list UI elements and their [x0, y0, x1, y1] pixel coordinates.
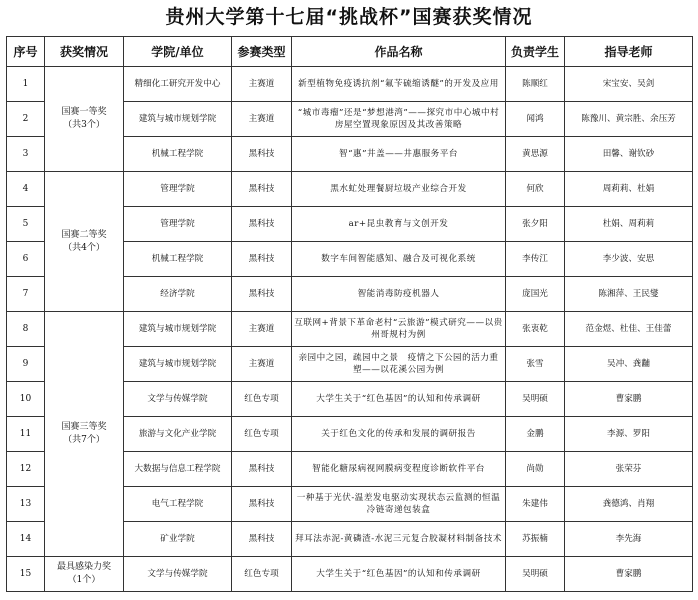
row-work: 大学生关于“红色基因”的认知和传承调研 — [292, 382, 506, 417]
row-track: 主赛道 — [232, 102, 292, 137]
row-track: 黑科技 — [232, 452, 292, 487]
row-no: 1 — [7, 67, 45, 102]
row-lead: 吴明硕 — [506, 382, 565, 417]
row-track: 黑科技 — [232, 277, 292, 312]
row-no: 2 — [7, 102, 45, 137]
table-row — [7, 172, 693, 207]
award-name: 国赛三等奖 — [61, 422, 107, 432]
award-count: （共7个） — [63, 435, 105, 445]
row-college: 文学与传媒学院 — [124, 382, 232, 417]
row-work: 大学生关于“红色基因”的认知和传承调研 — [292, 557, 506, 592]
row-college: 建筑与城市规划学院 — [124, 102, 232, 137]
page-title: 贵州大学第十七届“挑战杯”国赛获奖情况 — [165, 6, 533, 28]
row-work: 智能消毒防疫机器人 — [292, 277, 506, 312]
row-advisor: 陈豫川、黄宗胜、余压芳 — [565, 102, 693, 137]
header-award: 获奖情况 — [45, 37, 124, 67]
row-advisor: 陈湘萍、王民燮 — [565, 277, 693, 312]
row-advisor: 李先海 — [565, 522, 693, 557]
row-college: 建筑与城市规划学院 — [124, 347, 232, 382]
row-college: 管理学院 — [124, 172, 232, 207]
row-advisor: 张荣芬 — [565, 452, 693, 487]
row-college: 精细化工研究开发中心 — [124, 67, 232, 102]
row-work: 智“惠”井盖——井惠服务平台 — [292, 137, 506, 172]
row-lead: 吴明硕 — [506, 557, 565, 592]
row-no: 7 — [7, 277, 45, 312]
row-work: 互联网+背景下革命老村“云旅游”模式研究——以贵州哥规村为例 — [292, 312, 506, 347]
row-work: “城市毒瘤”还是“梦想港湾”——探究市中心城中村房屋空置现象原因及其改善策略 — [292, 102, 506, 137]
row-college: 文学与传媒学院 — [124, 557, 232, 592]
row-no: 9 — [7, 347, 45, 382]
header-lead: 负责学生 — [506, 37, 565, 67]
row-advisor: 周莉莉、杜娟 — [565, 172, 693, 207]
row-no: 3 — [7, 137, 45, 172]
award-count: （共3个） — [63, 120, 105, 130]
row-lead: 苏振楠 — [506, 522, 565, 557]
row-work: 亲园中之园，疏园中之景 疫情之下公园的活力重塑——以花溪公园为例 — [292, 347, 506, 382]
row-college: 管理学院 — [124, 207, 232, 242]
header-college: 学院/单位 — [124, 37, 232, 67]
header-no: 序号 — [7, 37, 45, 67]
row-college: 经济学院 — [124, 277, 232, 312]
row-no: 12 — [7, 452, 45, 487]
award-count: （共4个） — [63, 242, 105, 253]
row-lead: 李传江 — [506, 242, 565, 277]
row-advisor: 曹家鹏 — [565, 557, 693, 592]
row-work: 拜耳法赤泥-黄磷渣-水泥三元复合胶凝材料制备技术 — [292, 522, 506, 557]
row-advisor: 宋宝安、吴剑 — [565, 67, 693, 102]
row-advisor: 吴冲、龚黼 — [565, 347, 693, 382]
row-lead: 何欣 — [506, 172, 565, 207]
row-work: 新型植物免疫诱抗剂“氟苄硫缩诱醚”的开发及应用 — [292, 67, 506, 102]
row-lead: 金鹏 — [506, 417, 565, 452]
award-count: （1个） — [67, 575, 101, 585]
row-work: 黑水虻处理餐厨垃圾产业综合开发 — [292, 172, 506, 207]
row-college: 建筑与城市规划学院 — [124, 312, 232, 347]
row-lead: 尚勋 — [506, 452, 565, 487]
row-no: 15 — [7, 557, 45, 592]
row-no: 8 — [7, 312, 45, 347]
row-college: 旅游与文化产业学院 — [124, 417, 232, 452]
row-work: 关于红色文化的传承和发展的调研报告 — [292, 417, 506, 452]
row-college: 机械工程学院 — [124, 137, 232, 172]
awards-table — [6, 36, 693, 592]
row-lead: 张夕阳 — [506, 207, 565, 242]
row-lead: 张衷乾 — [506, 312, 565, 347]
row-track: 黑科技 — [232, 207, 292, 242]
row-no: 6 — [7, 242, 45, 277]
row-advisor: 龚德鸿、肖翔 — [565, 487, 693, 522]
header-advisor: 指导老师 — [565, 37, 693, 67]
row-advisor: 李源、罗阳 — [565, 417, 693, 452]
row-advisor: 范金煜、杜佳、王佳蕾 — [565, 312, 693, 347]
row-no: 4 — [7, 172, 45, 207]
row-work: ar+昆虫教育与文创开发 — [292, 207, 506, 242]
header-track: 参赛类型 — [232, 37, 292, 67]
row-track: 主赛道 — [232, 347, 292, 382]
row-track: 主赛道 — [232, 312, 292, 347]
row-lead: 闻鸿 — [506, 102, 565, 137]
row-no: 14 — [7, 522, 45, 557]
row-college: 大数据与信息工程学院 — [124, 452, 232, 487]
award-name: 国赛二等奖 — [61, 229, 107, 240]
row-college: 矿业学院 — [124, 522, 232, 557]
row-track: 红色专项 — [232, 557, 292, 592]
row-advisor: 杜娟、周莉莉 — [565, 207, 693, 242]
row-lead: 朱建伟 — [506, 487, 565, 522]
award-second — [45, 172, 124, 312]
row-track: 黑科技 — [232, 172, 292, 207]
award-third — [45, 312, 124, 557]
row-no: 10 — [7, 382, 45, 417]
award-name: 最具感染力奖 — [56, 562, 111, 572]
row-advisor: 李少波、安思 — [565, 242, 693, 277]
award-first — [45, 67, 124, 172]
table-row — [7, 557, 693, 592]
row-work: 数字车间智能感知、融合及可视化系统 — [292, 242, 506, 277]
row-no: 11 — [7, 417, 45, 452]
row-advisor: 田馨、谢钦砂 — [565, 137, 693, 172]
row-track: 主赛道 — [232, 67, 292, 102]
header-work: 作品名称 — [292, 37, 506, 67]
table-row — [7, 312, 693, 347]
award-name: 国赛一等奖 — [61, 107, 107, 117]
row-work: 一种基于光伏-温差发电驱动实现状态云监测的恒温冷链寄递包装盒 — [292, 487, 506, 522]
row-work: 智能化糖尿病视网膜病变程度诊断软件平台 — [292, 452, 506, 487]
award-infectious — [45, 557, 124, 592]
row-track: 黑科技 — [232, 522, 292, 557]
row-college: 机械工程学院 — [124, 242, 232, 277]
row-lead: 庞国光 — [506, 277, 565, 312]
row-track: 红色专项 — [232, 382, 292, 417]
row-college: 电气工程学院 — [124, 487, 232, 522]
row-advisor: 曹家鹏 — [565, 382, 693, 417]
row-lead: 陈顺红 — [506, 67, 565, 102]
row-lead: 黄思源 — [506, 137, 565, 172]
row-track: 黑科技 — [232, 137, 292, 172]
row-no: 13 — [7, 487, 45, 522]
row-track: 黑科技 — [232, 487, 292, 522]
row-track: 黑科技 — [232, 242, 292, 277]
table-header-row — [7, 37, 693, 67]
row-track: 红色专项 — [232, 417, 292, 452]
row-no: 5 — [7, 207, 45, 242]
row-lead: 张雪 — [506, 347, 565, 382]
table-row — [7, 67, 693, 102]
